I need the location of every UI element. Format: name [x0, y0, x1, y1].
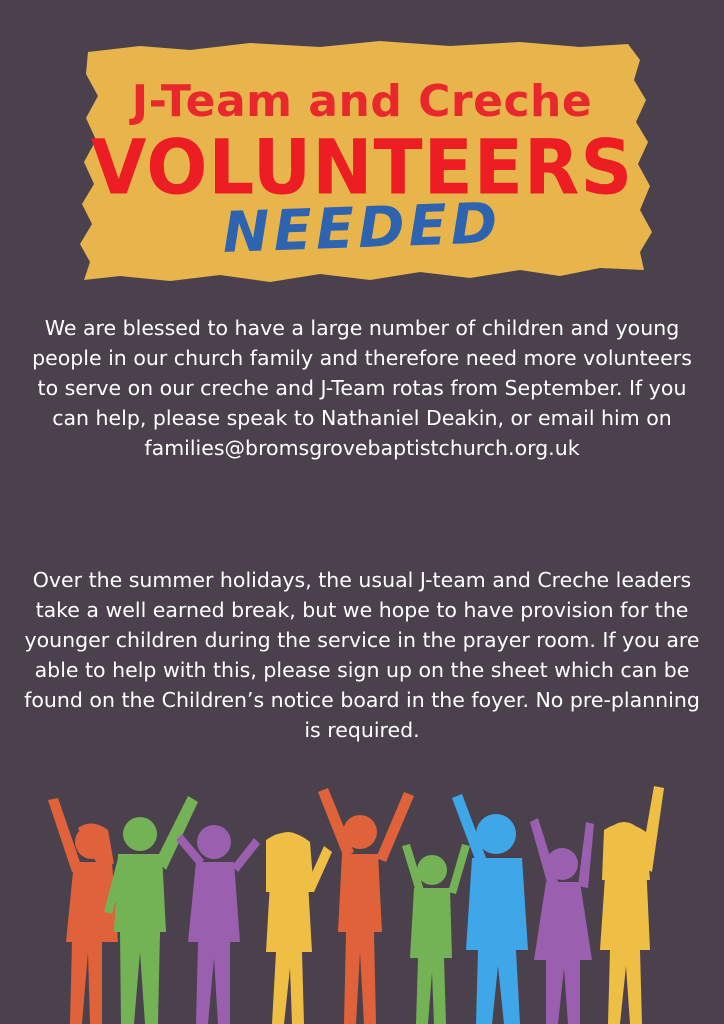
child-silhouette-purple	[176, 825, 260, 1024]
title-needed: NEEDED	[221, 191, 503, 266]
child-silhouette-orange-2	[318, 788, 414, 1024]
child-silhouette-yellow-2	[600, 786, 664, 1024]
summer-info-paragraph: Over the summer holidays, the usual J-team and Creche leaders take a well earned break, but we hope to have provision for the younger children during the service in the prayer room. If you are able to help with this, please sign up on the sheet which can be found on the Children’s notice board in the foyer. No pre-planning is required.	[24, 568, 700, 742]
child-silhouette-yellow	[266, 832, 332, 1024]
volunteer-info-paragraph: We are blessed to have a large number of children and young people in our church family and therefore need more volunteers to serve on our creche and J-Team rotas from September. If you can help, please speak to Nathaniel Deakin, or email him on families@bromsgrovebaptistchurch.org.uk	[32, 316, 692, 460]
child-silhouette-green	[104, 796, 198, 1024]
child-silhouette-green-2	[402, 844, 470, 1024]
child-silhouette-blue	[452, 794, 528, 1024]
child-silhouette-purple-2	[530, 818, 594, 1024]
children-silhouettes-illustration	[0, 782, 724, 1024]
title-banner	[0, 0, 724, 310]
title-j-team-creche: J-Team and Creche	[131, 76, 593, 127]
title-volunteers: VOLUNTEERS	[90, 122, 634, 212]
